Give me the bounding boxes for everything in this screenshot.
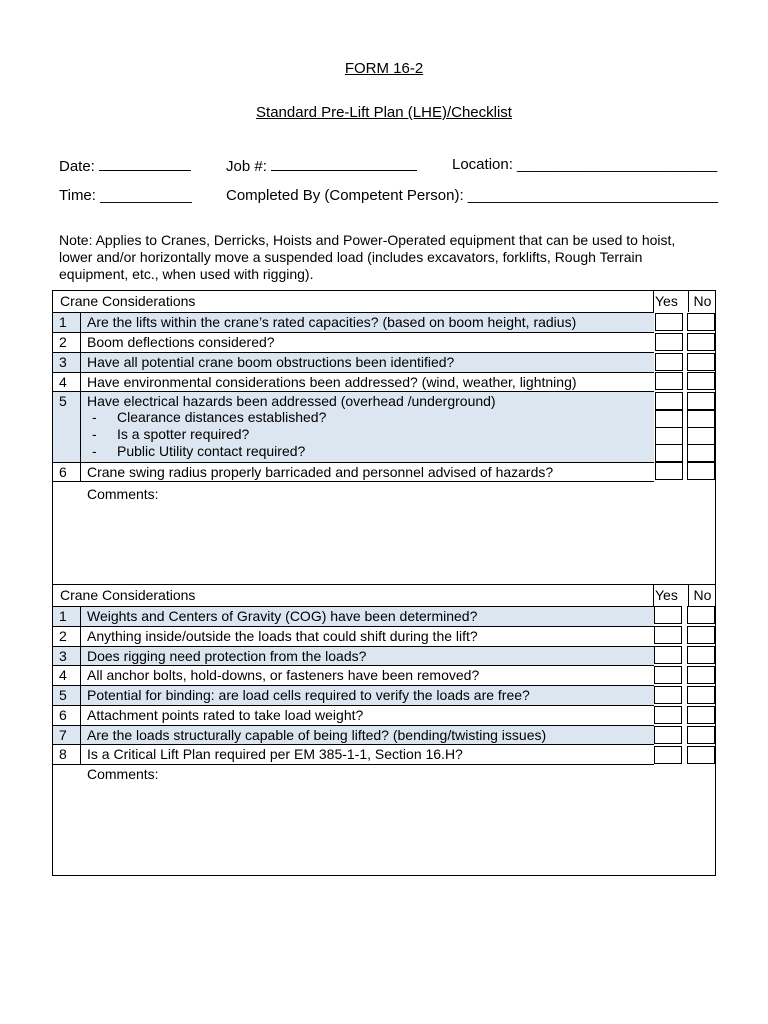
table-row	[53, 725, 654, 744]
no-checkbox[interactable]	[687, 686, 715, 704]
yes-checkbox[interactable]	[655, 333, 683, 351]
table-row	[53, 391, 654, 462]
no-checkbox[interactable]	[687, 706, 715, 724]
section-2-title: Crane Considerations	[60, 587, 196, 603]
row-question: Is a Critical Lift Plan required per EM 385-1-1, Section 16.H?	[87, 746, 463, 762]
section-1-comments-label: Comments:	[87, 486, 159, 502]
row-number: 3	[59, 648, 67, 664]
form-title: Standard Pre-Lift Plan (LHE)/Checklist	[256, 104, 512, 121]
section-1-title: Crane Considerations	[60, 293, 196, 309]
yes-checkbox[interactable]	[655, 353, 683, 371]
row-number: 1	[59, 608, 67, 624]
table-row	[53, 685, 654, 705]
row-number: 5	[59, 393, 67, 409]
no-checkbox[interactable]	[687, 626, 715, 644]
checklist-section-1	[52, 290, 716, 585]
yes-checkbox[interactable]	[655, 427, 683, 445]
row-number: 6	[59, 464, 67, 480]
completed-by-field[interactable]: Completed By (Competent Person): ______________________________	[226, 187, 719, 204]
job-input-line[interactable]	[271, 156, 417, 171]
no-checkbox[interactable]	[687, 427, 715, 445]
section-2-comments-area[interactable]	[87, 783, 647, 868]
row-question: Does rigging need protection from the loads?	[87, 648, 367, 664]
row-question: Have electrical hazards been addressed (overhead /underground)	[87, 393, 496, 409]
date-label: Date:	[59, 158, 95, 175]
no-checkbox[interactable]	[687, 410, 715, 428]
no-checkbox[interactable]	[687, 726, 715, 744]
section-1-no-label: No	[693, 293, 712, 309]
no-checkbox[interactable]	[687, 606, 715, 624]
yes-checkbox[interactable]	[654, 686, 682, 704]
table-row	[53, 646, 654, 665]
row-question: Have all potential crane boom obstructions been identified?	[87, 354, 455, 370]
table-row	[53, 626, 654, 646]
table-row	[53, 372, 654, 391]
no-checkbox[interactable]	[687, 313, 715, 331]
yes-checkbox[interactable]	[655, 410, 683, 428]
yes-checkbox[interactable]	[654, 726, 682, 744]
section-2-no-label: No	[693, 587, 712, 603]
section-1-comments-area[interactable]	[87, 503, 647, 578]
job-label: Job #:	[226, 158, 267, 175]
row-number: 1	[59, 314, 67, 330]
yes-checkbox[interactable]	[654, 646, 682, 664]
row-question: Attachment points rated to take load weight?	[87, 707, 364, 723]
row-question: Are the loads structurally capable of being lifted? (bending/twisting issues)	[87, 727, 547, 743]
table-row	[53, 606, 654, 626]
sub-item: - Clearance distances established?	[92, 409, 327, 425]
table-row	[53, 352, 654, 372]
yes-checkbox[interactable]	[655, 444, 683, 462]
note-text: Note: Applies to Cranes, Derricks, Hoists and Power-Operated equipment that can be used to hoist, lower and/or horizontally move a suspended load (includes excavators, forklifts, Rough Terrain equipment, etc., when used with rigging).	[59, 232, 676, 282]
row-number: 4	[59, 667, 67, 683]
row-number: 4	[59, 374, 67, 390]
row-number: 6	[59, 707, 67, 723]
no-checkbox[interactable]	[687, 746, 715, 764]
date-input-line[interactable]	[99, 156, 191, 171]
no-checkbox[interactable]	[687, 392, 715, 410]
yes-checkbox[interactable]	[655, 462, 683, 480]
section-1-header	[53, 291, 715, 312]
location-field[interactable]: Location: ________________________	[452, 156, 718, 173]
section-2-comments-label: Comments:	[87, 766, 159, 782]
job-field[interactable]	[226, 156, 417, 175]
table-row	[53, 312, 654, 332]
table-row	[53, 665, 654, 685]
sub-item: - Is a spotter required?	[92, 426, 250, 442]
checklist-section-2	[52, 584, 716, 876]
row-number: 8	[59, 746, 67, 762]
row-number: 2	[59, 334, 67, 350]
row-number: 7	[59, 727, 67, 743]
row-number: 5	[59, 687, 67, 703]
no-checkbox[interactable]	[687, 666, 715, 684]
table-row	[53, 744, 654, 765]
no-checkbox[interactable]	[687, 333, 715, 351]
yes-checkbox[interactable]	[655, 313, 683, 331]
row-question: Are the lifts within the crane’s rated capacities? (based on boom height, radius)	[87, 314, 577, 330]
row-question: Anything inside/outside the loads that could shift during the lift?	[87, 628, 478, 644]
row-number: 2	[59, 628, 67, 644]
table-row	[53, 462, 654, 482]
no-checkbox[interactable]	[687, 646, 715, 664]
row-question: Potential for binding: are load cells required to verify the loads are free?	[87, 687, 530, 703]
yes-checkbox[interactable]	[654, 666, 682, 684]
yes-checkbox[interactable]	[655, 392, 683, 410]
row-question: Crane swing radius properly barricaded and personnel advised of hazards?	[87, 464, 554, 480]
sub-item: - Public Utility contact required?	[92, 443, 306, 459]
date-field[interactable]	[59, 156, 191, 175]
table-row	[53, 332, 654, 352]
yes-checkbox[interactable]	[655, 372, 683, 390]
row-question: Weights and Centers of Gravity (COG) have been determined?	[87, 608, 478, 624]
table-row	[53, 705, 654, 725]
row-question: Have environmental considerations been addressed? (wind, weather, lightning)	[87, 374, 577, 390]
section-2-header	[53, 585, 715, 606]
section-1-yes-label: Yes	[655, 293, 678, 309]
form-number: FORM 16-2	[344, 60, 424, 77]
section-2-yes-label: Yes	[655, 587, 678, 603]
yes-checkbox[interactable]	[654, 626, 682, 644]
yes-checkbox[interactable]	[654, 706, 682, 724]
no-checkbox[interactable]	[687, 444, 715, 462]
row-number: 3	[59, 354, 67, 370]
row-question: All anchor bolts, hold-downs, or fasteners have been removed?	[87, 667, 480, 683]
yes-checkbox[interactable]	[654, 606, 682, 624]
no-checkbox[interactable]	[687, 372, 715, 390]
no-checkbox[interactable]	[687, 462, 715, 480]
time-field[interactable]: Time: ___________	[59, 187, 192, 204]
row-question: Boom deflections considered?	[87, 334, 275, 350]
no-checkbox[interactable]	[687, 353, 715, 371]
yes-checkbox[interactable]	[654, 746, 682, 764]
